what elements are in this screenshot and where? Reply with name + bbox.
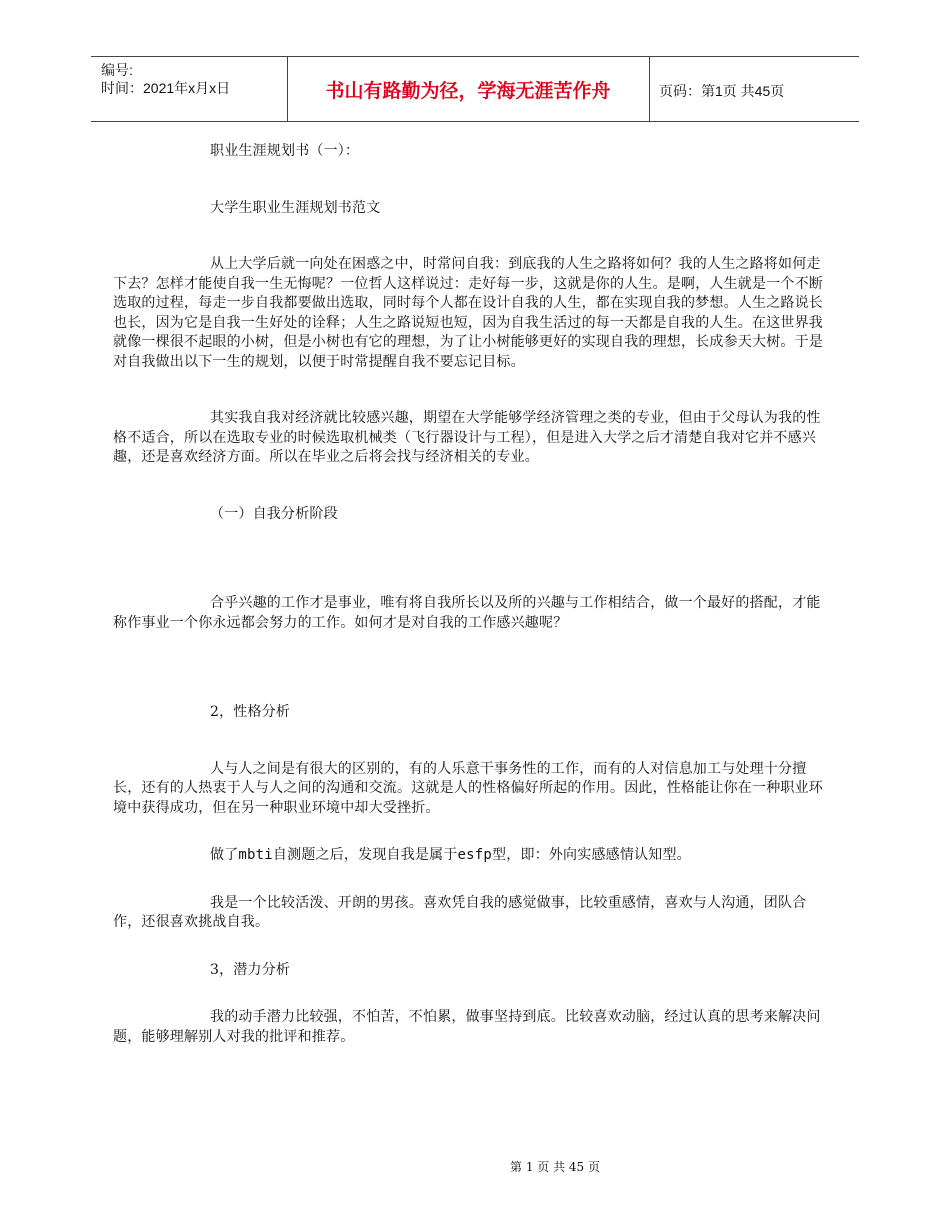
paragraph: 人与人之间是有很大的区别的，有的人乐意干事务性的工作，而有的人对信息加工与处理十分擅长，还有的人热衷于人与人之间的沟通和交流。这就是人的性格偏好所起的作用。因此，性格能让你在一种职业环境中获得成功，但在另一种职业环境中却大受挫折。 [113,760,823,816]
document-time-label: 时间：2021年x月x日 [101,80,231,96]
paragraph: 合乎兴趣的工作才是事业，唯有将自我所长以及所的兴趣与工作相结合，做一个最好的搭配，才能称作事业一个你永远都会努力的工作。如何才是对自我的工作感兴趣呢？ [113,595,821,631]
paragraph: 从上大学后就一向处在困惑之中，时常问自我：到底我的人生之路将如何？我的人生之路将如何走下去？怎样才能使自我一生无悔呢？一位哲人这样说过：走好每一步，这就是你的人生。是啊，人生就是一个不断选取的过程，每走一步自我都要做出选取，同时每个人都在设计自我的人生，都在实现自我的梦想。人生之路说长也长，因为它是自我一生好处的诠释；人生之路说短也短，因为自我生活过的每一天都是自我的人生。在这世界我就像一棵很不起眼的小树，但是小树也有它的理想，为了让小树能够更好的实现自我的理想，长成参天大树。于是对自我做出以下一生的规划，以便于时常提醒自我不要忘记目标。 [113,256,823,370]
document-body [113,140,829,1047]
header-meta [101,61,230,97]
document-title: 大学生职业生涯规划书范文 [210,199,381,216]
header-motto: 书山有路勤为径，学海无涯苦作舟 [325,79,611,102]
paragraph [113,846,829,866]
document-number-label: 编号: [101,62,133,78]
paragraph: 我是一个比较活泼、开朗的男孩。喜欢凭自我的感觉做事，比较重感情，喜欢与人沟通，团队合作，还很喜欢挑战自我。 [113,894,807,930]
text-run-mbti: mbti [238,847,273,863]
header-page-info: 页码：第1页 共45页 [659,83,785,99]
header-divider [649,57,650,121]
text-run: 自测题之后，发现自我是属于 [272,847,458,863]
text-run: 型，即：外向实感感情认知型。 [492,847,691,863]
section-heading: 3，潜力分析 [210,961,291,978]
section-heading: （一）自我分析阶段 [210,505,338,522]
paragraph: 其实我自我对经济就比较感兴趣，期望在大学能够学经济管理之类的专业，但由于父母认为我的性格不适合，所以在选取专业的时候选取机械类（飞行器设计与工程），但是进入大学之后才清楚自我对它并不感兴趣，还是喜欢经济方面。所以在毕业之后将会找与经济相关的专业。 [113,410,821,465]
text-run: 做了 [210,847,239,863]
page-footer: 第 1 页 共 45 页 [510,1160,600,1174]
text-run-esfp: esfp [457,847,493,863]
section-title: 职业生涯规划书（一）： [210,143,360,159]
paragraph: 我的动手潜力比较强，不怕苦，不怕累，做事坚持到底。比较喜欢动脑，经过认真的思考来解决问题，能够理解别人对我的批评和推荐。 [113,1009,821,1045]
section-heading: 2，性格分析 [210,704,291,720]
page-header [91,56,859,122]
